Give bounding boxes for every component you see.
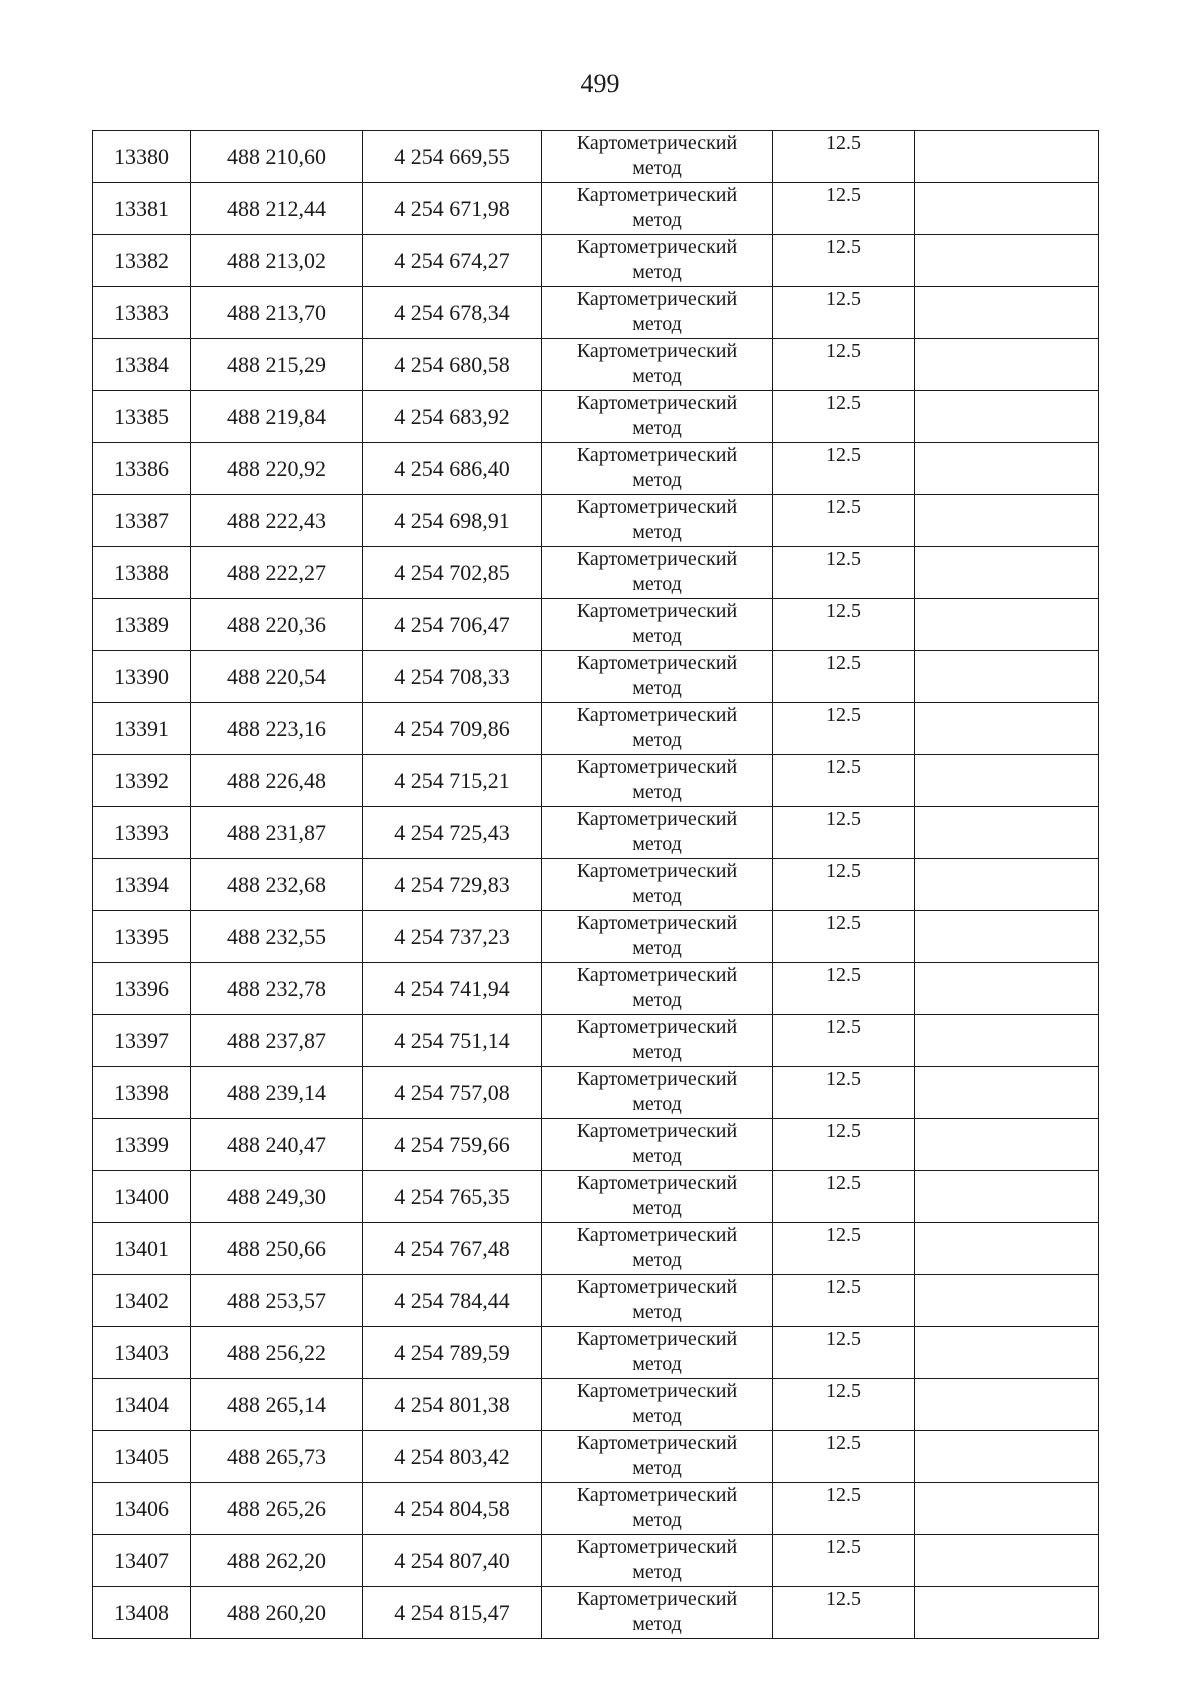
table-row bbox=[93, 547, 1099, 599]
method-line-1: Картометрический bbox=[576, 132, 738, 154]
method-cell bbox=[542, 1171, 773, 1223]
method-line-1: Картометрический bbox=[576, 1432, 738, 1454]
point-id-cell: 13406 bbox=[93, 1483, 191, 1535]
table-body bbox=[93, 131, 1099, 1639]
table-row bbox=[93, 183, 1099, 235]
method-line-1: Картометрический bbox=[576, 1068, 738, 1090]
y-coordinate-cell: 4 254 678,34 bbox=[363, 287, 542, 339]
accuracy-cell: 12.5 bbox=[773, 547, 915, 599]
point-id-cell: 13390 bbox=[93, 651, 191, 703]
method-line-2: метод bbox=[632, 1249, 682, 1271]
point-id-cell: 13382 bbox=[93, 235, 191, 287]
method-cell bbox=[542, 391, 773, 443]
accuracy-cell: 12.5 bbox=[773, 1015, 915, 1067]
x-coordinate-cell: 488 212,44 bbox=[191, 183, 363, 235]
method-cell bbox=[542, 1067, 773, 1119]
x-coordinate-cell: 488 232,78 bbox=[191, 963, 363, 1015]
method-cell bbox=[542, 1275, 773, 1327]
accuracy-cell: 12.5 bbox=[773, 443, 915, 495]
note-cell bbox=[915, 1223, 1099, 1275]
point-id-cell: 13400 bbox=[93, 1171, 191, 1223]
point-id-cell: 13387 bbox=[93, 495, 191, 547]
accuracy-cell: 12.5 bbox=[773, 235, 915, 287]
method-line-2: метод bbox=[632, 1197, 682, 1219]
table-row bbox=[93, 1015, 1099, 1067]
method-line-2: метод bbox=[632, 937, 682, 959]
x-coordinate-cell: 488 223,16 bbox=[191, 703, 363, 755]
accuracy-cell: 12.5 bbox=[773, 1119, 915, 1171]
method-cell bbox=[542, 547, 773, 599]
x-coordinate-cell: 488 213,70 bbox=[191, 287, 363, 339]
method-line-2: метод bbox=[632, 365, 682, 387]
y-coordinate-cell: 4 254 706,47 bbox=[363, 599, 542, 651]
note-cell bbox=[915, 1015, 1099, 1067]
method-line-1: Картометрический bbox=[576, 600, 738, 622]
method-line-1: Картометрический bbox=[576, 1276, 738, 1298]
note-cell bbox=[915, 651, 1099, 703]
y-coordinate-cell: 4 254 767,48 bbox=[363, 1223, 542, 1275]
method-line-1: Картометрический bbox=[576, 808, 738, 830]
x-coordinate-cell: 488 237,87 bbox=[191, 1015, 363, 1067]
method-cell bbox=[542, 287, 773, 339]
method-line-1: Картометрический bbox=[576, 184, 738, 206]
point-id-cell: 13407 bbox=[93, 1535, 191, 1587]
x-coordinate-cell: 488 219,84 bbox=[191, 391, 363, 443]
note-cell bbox=[915, 599, 1099, 651]
y-coordinate-cell: 4 254 759,66 bbox=[363, 1119, 542, 1171]
x-coordinate-cell: 488 220,36 bbox=[191, 599, 363, 651]
method-cell bbox=[542, 495, 773, 547]
accuracy-cell: 12.5 bbox=[773, 1067, 915, 1119]
accuracy-cell: 12.5 bbox=[773, 1275, 915, 1327]
method-line-2: метод bbox=[632, 1509, 682, 1531]
method-line-1: Картометрический bbox=[576, 1588, 738, 1610]
accuracy-cell: 12.5 bbox=[773, 703, 915, 755]
point-id-cell: 13408 bbox=[93, 1587, 191, 1639]
y-coordinate-cell: 4 254 804,58 bbox=[363, 1483, 542, 1535]
x-coordinate-cell: 488 231,87 bbox=[191, 807, 363, 859]
point-id-cell: 13398 bbox=[93, 1067, 191, 1119]
point-id-cell: 13385 bbox=[93, 391, 191, 443]
accuracy-cell: 12.5 bbox=[773, 391, 915, 443]
method-line-2: метод bbox=[632, 1353, 682, 1375]
accuracy-cell: 12.5 bbox=[773, 287, 915, 339]
note-cell bbox=[915, 1379, 1099, 1431]
y-coordinate-cell: 4 254 737,23 bbox=[363, 911, 542, 963]
x-coordinate-cell: 488 256,22 bbox=[191, 1327, 363, 1379]
method-line-1: Картометрический bbox=[576, 1536, 738, 1558]
note-cell bbox=[915, 859, 1099, 911]
method-line-2: метод bbox=[632, 885, 682, 907]
point-id-cell: 13392 bbox=[93, 755, 191, 807]
note-cell bbox=[915, 807, 1099, 859]
method-line-2: метод bbox=[632, 781, 682, 803]
x-coordinate-cell: 488 249,30 bbox=[191, 1171, 363, 1223]
x-coordinate-cell: 488 222,27 bbox=[191, 547, 363, 599]
accuracy-cell: 12.5 bbox=[773, 963, 915, 1015]
method-line-2: метод bbox=[632, 1613, 682, 1635]
y-coordinate-cell: 4 254 751,14 bbox=[363, 1015, 542, 1067]
table-row bbox=[93, 1483, 1099, 1535]
note-cell bbox=[915, 1067, 1099, 1119]
method-line-1: Картометрический bbox=[576, 1172, 738, 1194]
accuracy-cell: 12.5 bbox=[773, 1587, 915, 1639]
y-coordinate-cell: 4 254 683,92 bbox=[363, 391, 542, 443]
table-row bbox=[93, 599, 1099, 651]
point-id-cell: 13381 bbox=[93, 183, 191, 235]
accuracy-cell: 12.5 bbox=[773, 339, 915, 391]
accuracy-cell: 12.5 bbox=[773, 1223, 915, 1275]
point-id-cell: 13396 bbox=[93, 963, 191, 1015]
method-line-1: Картометрический bbox=[576, 340, 738, 362]
note-cell bbox=[915, 495, 1099, 547]
method-line-1: Картометрический bbox=[576, 392, 738, 414]
method-line-1: Картометрический bbox=[576, 236, 738, 258]
method-cell bbox=[542, 1483, 773, 1535]
table-row bbox=[93, 911, 1099, 963]
table-row bbox=[93, 807, 1099, 859]
y-coordinate-cell: 4 254 686,40 bbox=[363, 443, 542, 495]
point-id-cell: 13388 bbox=[93, 547, 191, 599]
x-coordinate-cell: 488 265,26 bbox=[191, 1483, 363, 1535]
accuracy-cell: 12.5 bbox=[773, 1327, 915, 1379]
x-coordinate-cell: 488 222,43 bbox=[191, 495, 363, 547]
y-coordinate-cell: 4 254 789,59 bbox=[363, 1327, 542, 1379]
method-cell bbox=[542, 651, 773, 703]
method-cell bbox=[542, 755, 773, 807]
table-row bbox=[93, 1067, 1099, 1119]
note-cell bbox=[915, 755, 1099, 807]
table-row bbox=[93, 859, 1099, 911]
table-row bbox=[93, 1431, 1099, 1483]
x-coordinate-cell: 488 253,57 bbox=[191, 1275, 363, 1327]
x-coordinate-cell: 488 220,92 bbox=[191, 443, 363, 495]
point-id-cell: 13395 bbox=[93, 911, 191, 963]
method-cell bbox=[542, 859, 773, 911]
method-cell bbox=[542, 1119, 773, 1171]
table-row bbox=[93, 235, 1099, 287]
method-line-1: Картометрический bbox=[576, 652, 738, 674]
x-coordinate-cell: 488 265,14 bbox=[191, 1379, 363, 1431]
method-cell bbox=[542, 1431, 773, 1483]
note-cell bbox=[915, 547, 1099, 599]
method-line-2: метод bbox=[632, 1405, 682, 1427]
table-row bbox=[93, 287, 1099, 339]
point-id-cell: 13401 bbox=[93, 1223, 191, 1275]
point-id-cell: 13389 bbox=[93, 599, 191, 651]
note-cell bbox=[915, 963, 1099, 1015]
note-cell bbox=[915, 1587, 1099, 1639]
table-row bbox=[93, 651, 1099, 703]
table-row bbox=[93, 703, 1099, 755]
note-cell bbox=[915, 183, 1099, 235]
method-line-2: метод bbox=[632, 989, 682, 1011]
accuracy-cell: 12.5 bbox=[773, 1431, 915, 1483]
note-cell bbox=[915, 131, 1099, 183]
point-id-cell: 13405 bbox=[93, 1431, 191, 1483]
y-coordinate-cell: 4 254 801,38 bbox=[363, 1379, 542, 1431]
method-line-2: метод bbox=[632, 573, 682, 595]
point-id-cell: 13399 bbox=[93, 1119, 191, 1171]
point-id-cell: 13380 bbox=[93, 131, 191, 183]
y-coordinate-cell: 4 254 729,83 bbox=[363, 859, 542, 911]
point-id-cell: 13402 bbox=[93, 1275, 191, 1327]
accuracy-cell: 12.5 bbox=[773, 911, 915, 963]
table-row bbox=[93, 131, 1099, 183]
x-coordinate-cell: 488 215,29 bbox=[191, 339, 363, 391]
note-cell bbox=[915, 1327, 1099, 1379]
point-id-cell: 13393 bbox=[93, 807, 191, 859]
y-coordinate-cell: 4 254 669,55 bbox=[363, 131, 542, 183]
y-coordinate-cell: 4 254 803,42 bbox=[363, 1431, 542, 1483]
note-cell bbox=[915, 1275, 1099, 1327]
accuracy-cell: 12.5 bbox=[773, 1379, 915, 1431]
method-line-1: Картометрический bbox=[576, 964, 738, 986]
point-id-cell: 13394 bbox=[93, 859, 191, 911]
method-line-1: Картометрический bbox=[576, 1484, 738, 1506]
accuracy-cell: 12.5 bbox=[773, 755, 915, 807]
method-cell bbox=[542, 1535, 773, 1587]
x-coordinate-cell: 488 232,55 bbox=[191, 911, 363, 963]
method-cell bbox=[542, 1223, 773, 1275]
y-coordinate-cell: 4 254 709,86 bbox=[363, 703, 542, 755]
table-row bbox=[93, 1379, 1099, 1431]
y-coordinate-cell: 4 254 698,91 bbox=[363, 495, 542, 547]
method-line-1: Картометрический bbox=[576, 548, 738, 570]
method-line-2: метод bbox=[632, 833, 682, 855]
point-id-cell: 13404 bbox=[93, 1379, 191, 1431]
table-row bbox=[93, 1587, 1099, 1639]
method-cell bbox=[542, 963, 773, 1015]
accuracy-cell: 12.5 bbox=[773, 651, 915, 703]
method-line-2: метод bbox=[632, 1301, 682, 1323]
method-cell bbox=[542, 339, 773, 391]
x-coordinate-cell: 488 220,54 bbox=[191, 651, 363, 703]
x-coordinate-cell: 488 262,20 bbox=[191, 1535, 363, 1587]
method-line-2: метод bbox=[632, 521, 682, 543]
point-id-cell: 13391 bbox=[93, 703, 191, 755]
method-line-1: Картометрический bbox=[576, 288, 738, 310]
table-row bbox=[93, 1327, 1099, 1379]
accuracy-cell: 12.5 bbox=[773, 131, 915, 183]
method-cell bbox=[542, 807, 773, 859]
y-coordinate-cell: 4 254 741,94 bbox=[363, 963, 542, 1015]
method-cell bbox=[542, 599, 773, 651]
method-cell bbox=[542, 183, 773, 235]
accuracy-cell: 12.5 bbox=[773, 495, 915, 547]
method-line-2: метод bbox=[632, 313, 682, 335]
method-line-1: Картометрический bbox=[576, 496, 738, 518]
note-cell bbox=[915, 703, 1099, 755]
x-coordinate-cell: 488 232,68 bbox=[191, 859, 363, 911]
table-row bbox=[93, 963, 1099, 1015]
point-id-cell: 13384 bbox=[93, 339, 191, 391]
method-line-2: метод bbox=[632, 677, 682, 699]
y-coordinate-cell: 4 254 702,85 bbox=[363, 547, 542, 599]
x-coordinate-cell: 488 265,73 bbox=[191, 1431, 363, 1483]
note-cell bbox=[915, 1431, 1099, 1483]
accuracy-cell: 12.5 bbox=[773, 1535, 915, 1587]
note-cell bbox=[915, 1119, 1099, 1171]
table-row bbox=[93, 1119, 1099, 1171]
x-coordinate-cell: 488 239,14 bbox=[191, 1067, 363, 1119]
method-line-2: метод bbox=[632, 1145, 682, 1167]
method-cell bbox=[542, 443, 773, 495]
method-cell bbox=[542, 911, 773, 963]
accuracy-cell: 12.5 bbox=[773, 599, 915, 651]
y-coordinate-cell: 4 254 674,27 bbox=[363, 235, 542, 287]
y-coordinate-cell: 4 254 725,43 bbox=[363, 807, 542, 859]
table-row bbox=[93, 443, 1099, 495]
y-coordinate-cell: 4 254 784,44 bbox=[363, 1275, 542, 1327]
method-line-2: метод bbox=[632, 209, 682, 231]
method-line-1: Картометрический bbox=[576, 1120, 738, 1142]
x-coordinate-cell: 488 240,47 bbox=[191, 1119, 363, 1171]
note-cell bbox=[915, 911, 1099, 963]
accuracy-cell: 12.5 bbox=[773, 1171, 915, 1223]
y-coordinate-cell: 4 254 807,40 bbox=[363, 1535, 542, 1587]
table-row bbox=[93, 391, 1099, 443]
table-row bbox=[93, 495, 1099, 547]
table-row bbox=[93, 1171, 1099, 1223]
table-row bbox=[93, 1535, 1099, 1587]
x-coordinate-cell: 488 210,60 bbox=[191, 131, 363, 183]
method-line-1: Картометрический bbox=[576, 1016, 738, 1038]
y-coordinate-cell: 4 254 671,98 bbox=[363, 183, 542, 235]
x-coordinate-cell: 488 226,48 bbox=[191, 755, 363, 807]
table-row bbox=[93, 1275, 1099, 1327]
method-line-2: метод bbox=[632, 417, 682, 439]
method-line-1: Картометрический bbox=[576, 444, 738, 466]
y-coordinate-cell: 4 254 815,47 bbox=[363, 1587, 542, 1639]
note-cell bbox=[915, 1535, 1099, 1587]
method-cell bbox=[542, 1015, 773, 1067]
accuracy-cell: 12.5 bbox=[773, 807, 915, 859]
point-id-cell: 13403 bbox=[93, 1327, 191, 1379]
point-id-cell: 13386 bbox=[93, 443, 191, 495]
method-cell bbox=[542, 131, 773, 183]
x-coordinate-cell: 488 260,20 bbox=[191, 1587, 363, 1639]
point-id-cell: 13397 bbox=[93, 1015, 191, 1067]
accuracy-cell: 12.5 bbox=[773, 1483, 915, 1535]
method-line-2: метод bbox=[632, 157, 682, 179]
method-line-2: метод bbox=[632, 1041, 682, 1063]
accuracy-cell: 12.5 bbox=[773, 859, 915, 911]
accuracy-cell: 12.5 bbox=[773, 183, 915, 235]
method-line-2: метод bbox=[632, 1093, 682, 1115]
method-cell bbox=[542, 235, 773, 287]
table-row bbox=[93, 755, 1099, 807]
method-line-1: Картометрический bbox=[576, 912, 738, 934]
method-line-2: метод bbox=[632, 729, 682, 751]
method-line-1: Картометрический bbox=[576, 756, 738, 778]
table-row bbox=[93, 339, 1099, 391]
method-line-1: Картометрический bbox=[576, 1328, 738, 1350]
method-cell bbox=[542, 1379, 773, 1431]
y-coordinate-cell: 4 254 715,21 bbox=[363, 755, 542, 807]
page-number: 499 bbox=[580, 69, 620, 98]
note-cell bbox=[915, 443, 1099, 495]
method-line-2: метод bbox=[632, 1561, 682, 1583]
note-cell bbox=[915, 339, 1099, 391]
method-line-2: метод bbox=[632, 625, 682, 647]
note-cell bbox=[915, 1483, 1099, 1535]
method-line-2: метод bbox=[632, 261, 682, 283]
y-coordinate-cell: 4 254 680,58 bbox=[363, 339, 542, 391]
table-row bbox=[93, 1223, 1099, 1275]
method-cell bbox=[542, 703, 773, 755]
x-coordinate-cell: 488 250,66 bbox=[191, 1223, 363, 1275]
x-coordinate-cell: 488 213,02 bbox=[191, 235, 363, 287]
note-cell bbox=[915, 1171, 1099, 1223]
y-coordinate-cell: 4 254 765,35 bbox=[363, 1171, 542, 1223]
method-line-1: Картометрический bbox=[576, 1380, 738, 1402]
method-line-1: Картометрический bbox=[576, 1224, 738, 1246]
note-cell bbox=[915, 235, 1099, 287]
coordinates-table bbox=[92, 130, 1099, 1639]
method-cell bbox=[542, 1327, 773, 1379]
point-id-cell: 13383 bbox=[93, 287, 191, 339]
y-coordinate-cell: 4 254 757,08 bbox=[363, 1067, 542, 1119]
note-cell bbox=[915, 287, 1099, 339]
method-line-1: Картометрический bbox=[576, 860, 738, 882]
method-cell bbox=[542, 1587, 773, 1639]
y-coordinate-cell: 4 254 708,33 bbox=[363, 651, 542, 703]
method-line-1: Картометрический bbox=[576, 704, 738, 726]
note-cell bbox=[915, 391, 1099, 443]
method-line-2: метод bbox=[632, 1457, 682, 1479]
method-line-2: метод bbox=[632, 469, 682, 491]
